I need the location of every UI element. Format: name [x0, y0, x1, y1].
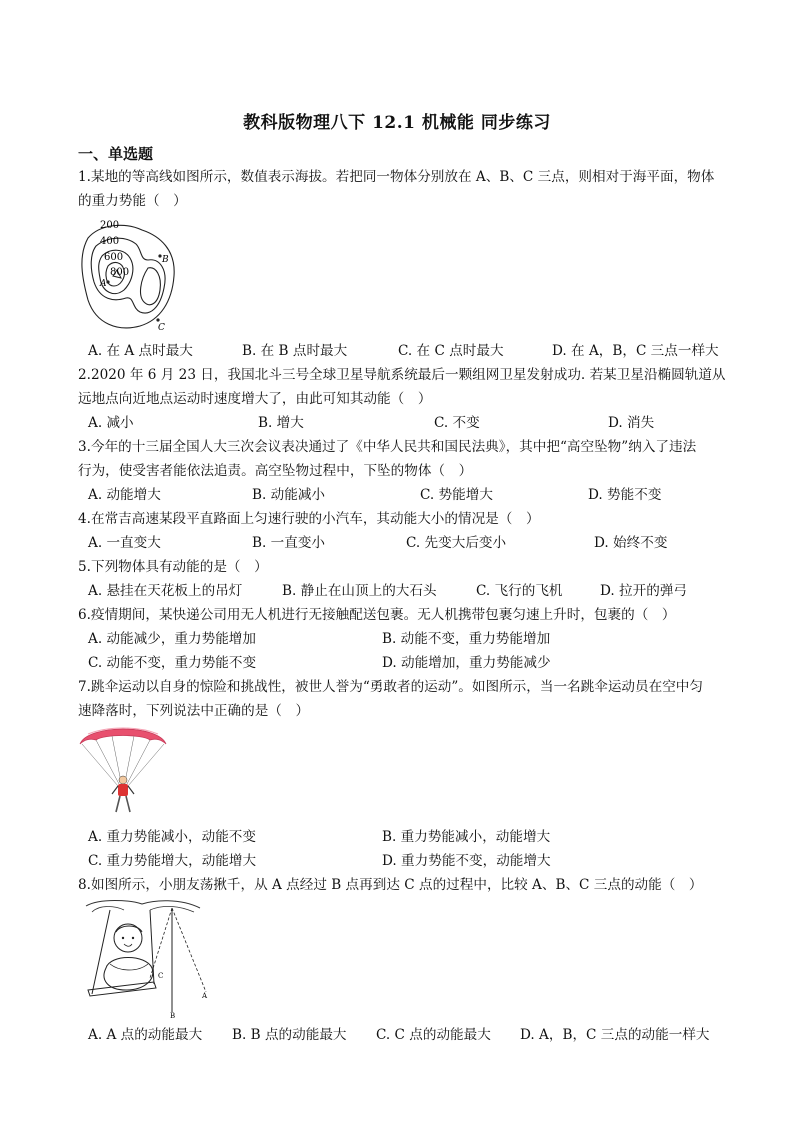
q3-stem-line1: 3.今年的十三届全国人大三次会议表决通过了《中华人民共和国民法典》，其中把“高空坠物”纳入了违法	[78, 439, 697, 455]
swing-label-a: A	[202, 992, 208, 1000]
section-heading: 一、单选题	[78, 145, 154, 163]
q7-option-c[interactable]: C. 重力势能增大，动能增大	[88, 853, 257, 869]
point-label-c: C	[158, 323, 165, 333]
q8-option-d[interactable]: D. A，B，C 三点的动能一样大	[520, 1027, 710, 1043]
q1-option-c[interactable]: C. 在 C 点时最大	[398, 343, 504, 359]
q3-option-b[interactable]: B. 动能减小	[252, 487, 326, 503]
q4-option-b[interactable]: B. 一直变小	[252, 535, 326, 551]
q2-option-b[interactable]: B. 增大	[258, 415, 304, 431]
q3-option-d[interactable]: D. 势能不变	[588, 487, 662, 503]
parachutist-figure	[78, 722, 168, 822]
contour-label-600: 600	[104, 252, 124, 263]
q5-option-a[interactable]: A. 悬挂在天花板上的吊灯	[88, 583, 243, 599]
q5-stem-line1: 5.下列物体具有动能的是（ ）	[78, 559, 268, 575]
swing-label-b: B	[170, 1012, 176, 1018]
q2-option-d[interactable]: D. 消失	[608, 415, 655, 431]
point-label-a: A	[100, 279, 107, 289]
q7-option-a[interactable]: A. 重力势能减小，动能不变	[88, 829, 256, 845]
q1-stem-line2: 的重力势能（ ）	[78, 193, 187, 209]
q6-option-c[interactable]: C. 动能不变，重力势能不变	[88, 655, 257, 671]
q8-option-c[interactable]: C. C 点的动能最大	[376, 1027, 491, 1043]
q5-option-d[interactable]: D. 拉开的弹弓	[600, 583, 688, 599]
contour-label-400: 400	[100, 236, 120, 247]
q3-option-c[interactable]: C. 势能增大	[420, 487, 493, 503]
q2-stem-line2: 远地点向近地点运动时速度增大了，由此可知其动能（ ）	[78, 391, 432, 407]
q5-option-c[interactable]: C. 飞行的飞机	[476, 583, 563, 599]
contour-map-figure	[80, 216, 180, 336]
q2-option-c[interactable]: C. 不变	[434, 415, 480, 431]
q4-option-c[interactable]: C. 先变大后变小	[406, 535, 507, 551]
canopy-shape	[80, 729, 166, 744]
q8-option-a[interactable]: A. A 点的动能最大	[88, 1027, 203, 1043]
q1-option-a[interactable]: A. 在 A 点时最大	[88, 343, 193, 359]
point-label-b: B	[162, 255, 169, 265]
swing-label-c: C	[158, 972, 164, 980]
q4-stem-line1: 4.在常吉高速某段平直路面上匀速行驶的小汽车，其动能大小的情况是（ ）	[78, 511, 540, 527]
q3-stem-line2: 行为，使受害者能依法追责。高空坠物过程中，下坠的物体（ ）	[78, 463, 473, 479]
q6-stem-line1: 6.疫情期间，某快递公司用无人机进行无接触配送包裹。无人机携带包裹匀速上升时，包裹的（ ）	[78, 607, 676, 623]
q2-option-a[interactable]: A. 减小	[88, 415, 134, 431]
q3-option-a[interactable]: A. 动能增大	[88, 487, 161, 503]
q1-option-d[interactable]: D. 在 A，B，C 三点一样大	[552, 343, 719, 359]
q1-option-b[interactable]: B. 在 B 点时最大	[242, 343, 348, 359]
q4-option-d[interactable]: D. 始终不变	[594, 535, 668, 551]
page-title: 教科版物理八下 12.1 机械能 同步练习	[243, 113, 551, 133]
q8-option-b[interactable]: B. B 点的动能最大	[232, 1027, 347, 1043]
q7-stem-line1: 7.跳伞运动以自身的惊险和挑战性，被世人誉为“勇敢者的运动”。如图所示，当一名跳伞运动员在空中匀	[78, 679, 703, 695]
q6-option-a[interactable]: A. 动能减少，重力势能增加	[88, 631, 256, 647]
q5-option-b[interactable]: B. 静止在山顶上的大石头	[282, 583, 437, 599]
contour-label-800: 800	[110, 267, 130, 278]
q2-stem-line1: 2.2020 年 6 月 23 日，我国北斗三号全球卫星导航系统最后一颗组网卫星发射成功. 若某卫星沿椭圆轨道从	[78, 367, 726, 383]
q8-stem-line1: 8.如图所示，小朋友荡揪千，从 A 点经过 B 点再到达 C 点的过程中，比较 A、B、C 三点的动能（ ）	[78, 877, 703, 893]
q4-option-a[interactable]: A. 一直变大	[88, 535, 161, 551]
q7-option-d[interactable]: D. 重力势能不变，动能增大	[382, 853, 551, 869]
q7-stem-line2: 速降落时，下列说法中正确的是（ ）	[78, 703, 310, 719]
q6-option-b[interactable]: B. 动能不变，重力势能增加	[382, 631, 551, 647]
swing-figure	[80, 898, 215, 1018]
q1-stem-line1: 1.某地的等高线如图所示，数值表示海拔。若把同一物体分别放在 A、B、C 三点，则相对于海平面，物体	[78, 169, 715, 185]
q7-option-b[interactable]: B. 重力势能减小，动能增大	[382, 829, 551, 845]
q6-option-d[interactable]: D. 动能增加，重力势能减少	[382, 655, 551, 671]
contour-label-200: 200	[100, 220, 120, 231]
